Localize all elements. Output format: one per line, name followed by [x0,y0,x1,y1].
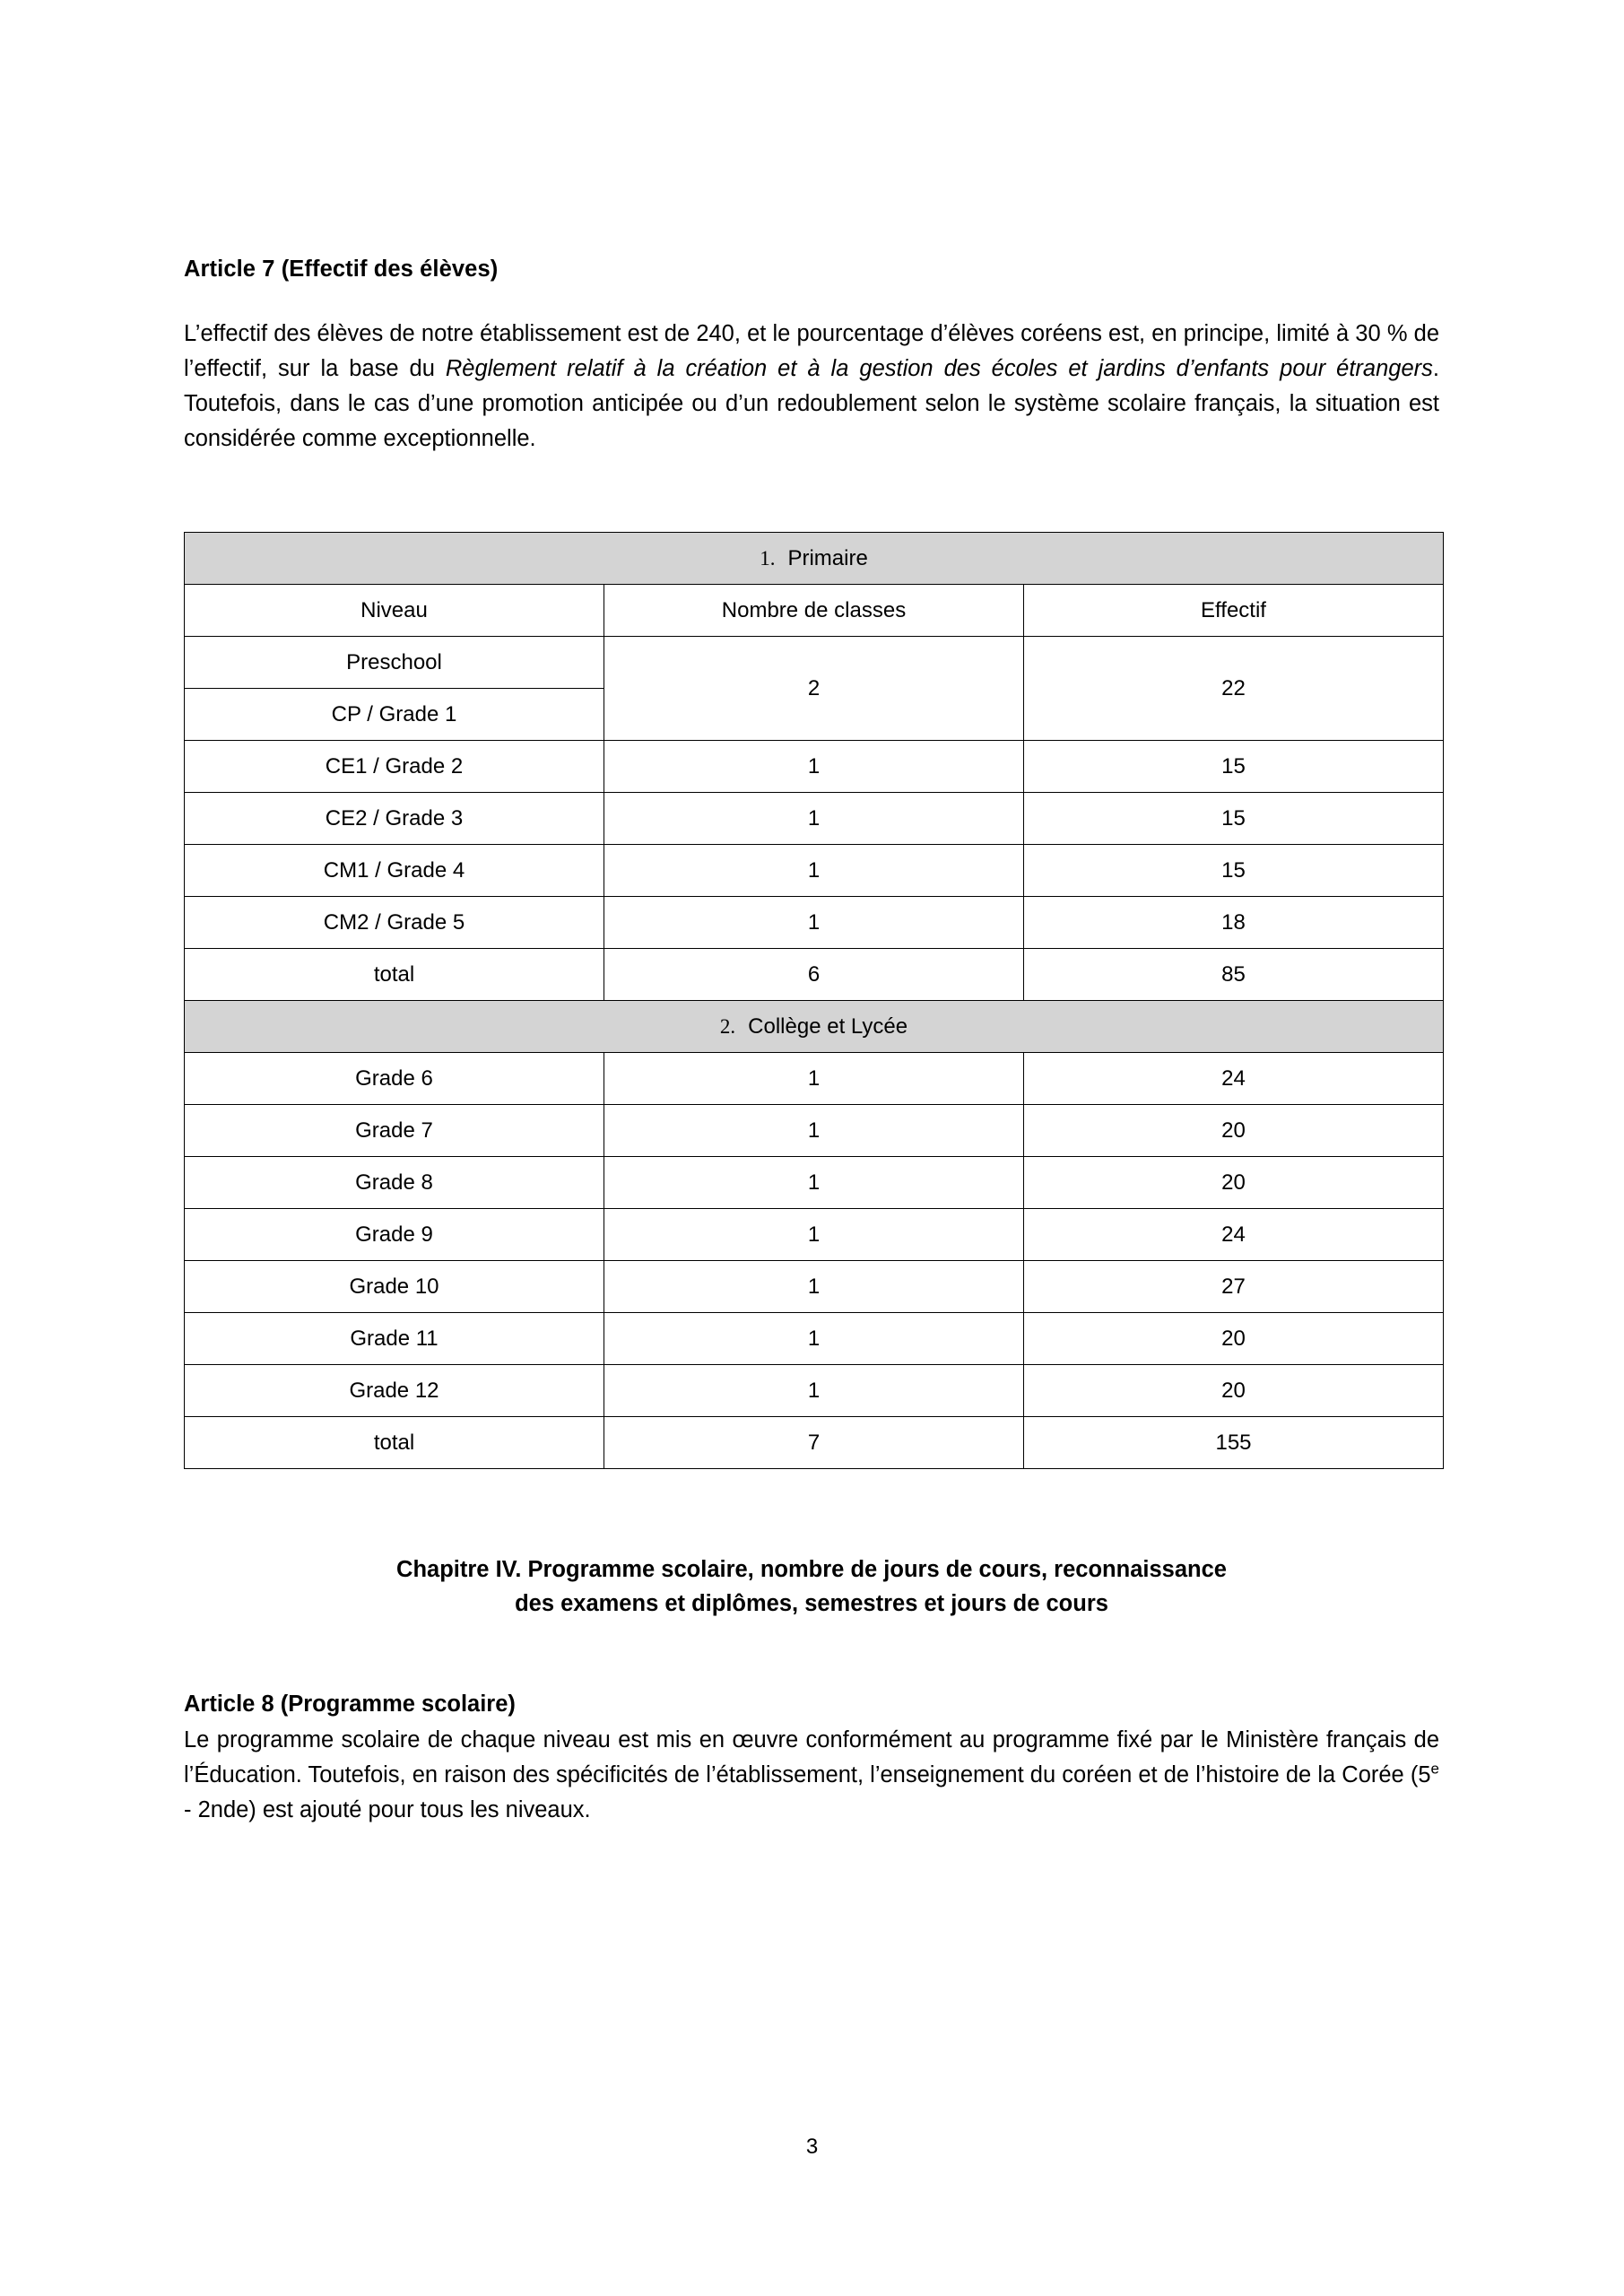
table-row-total-college [185,1417,1444,1469]
table-row [185,1157,1444,1209]
cell-classes: 1 [604,897,1024,949]
article-8-superscript: e [1430,1760,1439,1777]
section-number-2: 2. [719,1014,736,1038]
cell-classes: 1 [604,1209,1024,1261]
table-row [185,741,1444,793]
cell-niveau: Grade 10 [185,1261,604,1313]
cell-effectif: 20 [1024,1105,1444,1157]
section-label-primaire: Primaire [787,545,868,570]
cell-effectif: 85 [1024,949,1444,1001]
page-content [184,257,1439,1828]
cell-niveau: total [185,949,604,1001]
cell-niveau: Grade 11 [185,1313,604,1365]
article-8-text-part-2: - 2nde) est ajouté pour tous les niveaux. [184,1796,591,1822]
cell-effectif: 18 [1024,897,1444,949]
article-7-regulation-title: Règlement relatif à la création et à la gestion des écoles et jardins d’enfants pour étrangers [445,356,1433,381]
cell-effectif: 24 [1024,1053,1444,1105]
cell-niveau: total [185,1417,604,1469]
table-section-row-primaire [185,533,1444,585]
article-8-heading: Article 8 (Programme scolaire) [184,1691,516,1717]
chapter-4-heading [209,1552,1414,1622]
chapter-4-line-2: des examens et diplômes, semestres et jours de cours [515,1591,1108,1617]
column-header-niveau: Niveau [185,585,604,637]
section-label-college-lycee: Collège et Lycée [748,1013,908,1039]
table-row [185,1053,1444,1105]
article-7-heading: Article 7 (Effectif des élèves) [184,257,499,282]
article-7-text-part-2: . Toutefois, dans le cas d’une promotion anticipée ou d’un redoublement selon le système scolaire français, la situation est considérée comme exceptionnelle. [184,356,1439,451]
cell-classes: 6 [604,949,1024,1001]
table-row [185,793,1444,845]
cell-classes: 1 [604,1261,1024,1313]
cell-classes: 1 [604,1313,1024,1365]
cell-classes: 1 [604,845,1024,897]
section-header-primaire [185,533,1444,585]
cell-effectif: 20 [1024,1157,1444,1209]
cell-niveau: CE1 / Grade 2 [185,741,604,793]
cell-niveau: CM2 / Grade 5 [185,897,604,949]
cell-niveau: Preschool [185,637,604,689]
table-row [185,1209,1444,1261]
cell-classes: 1 [604,1105,1024,1157]
cell-effectif: 22 [1024,637,1444,741]
cell-classes: 2 [604,637,1024,741]
cell-classes: 1 [604,793,1024,845]
article-8-text-part-1: Le programme scolaire de chaque niveau est mis en œuvre conformément au programme fixé par le Ministère français de l’Éducation. Toutefois, en raison des spécificités de l’établissement, l’enseignement du coréen et de l’histoire de la Corée (5 [184,1726,1439,1787]
column-header-nombre-de-classes: Nombre de classes [604,585,1024,637]
cell-niveau: Grade 8 [185,1157,604,1209]
table-row [185,1105,1444,1157]
effectif-table [184,532,1444,1469]
cell-niveau: CM1 / Grade 4 [185,845,604,897]
page-number: 3 [805,2135,819,2159]
cell-classes: 7 [604,1417,1024,1469]
table-row [185,845,1444,897]
table-section-row-college [185,1001,1444,1053]
column-header-effectif: Effectif [1024,585,1444,637]
cell-niveau: Grade 7 [185,1105,604,1157]
cell-niveau: CP / Grade 1 [185,689,604,741]
cell-classes: 1 [604,741,1024,793]
cell-effectif: 24 [1024,1209,1444,1261]
cell-niveau: CE2 / Grade 3 [185,793,604,845]
table-row [185,1365,1444,1417]
cell-classes: 1 [604,1365,1024,1417]
article-7-text-part-1: L’effectif des élèves de notre établissement est de 240, et le pourcentage d’élèves coréens est, en principe, limité à 30 % de l’effectif, sur la base du [184,321,1439,381]
table-header-row [185,585,1444,637]
chapter-4-line-1: Chapitre IV. Programme scolaire, nombre de jours de cours, reconnaissance [396,1557,1227,1582]
cell-effectif: 155 [1024,1417,1444,1469]
cell-niveau: Grade 6 [185,1053,604,1105]
cell-niveau: Grade 9 [185,1209,604,1261]
cell-classes: 1 [604,1157,1024,1209]
article-8-paragraph [184,1723,1439,1828]
table-row [185,637,1444,689]
cell-effectif: 20 [1024,1365,1444,1417]
section-number-1: 1. [760,546,776,570]
cell-effectif: 15 [1024,793,1444,845]
cell-effectif: 15 [1024,741,1444,793]
cell-niveau: Grade 12 [185,1365,604,1417]
cell-effectif: 15 [1024,845,1444,897]
cell-effectif: 20 [1024,1313,1444,1365]
cell-classes: 1 [604,1053,1024,1105]
table-row [185,1261,1444,1313]
table-row [185,1313,1444,1365]
section-header-college-lycee [185,1001,1444,1053]
table-row-total-primaire [185,949,1444,1001]
table-row [185,897,1444,949]
cell-effectif: 27 [1024,1261,1444,1313]
article-7-paragraph [184,317,1439,457]
